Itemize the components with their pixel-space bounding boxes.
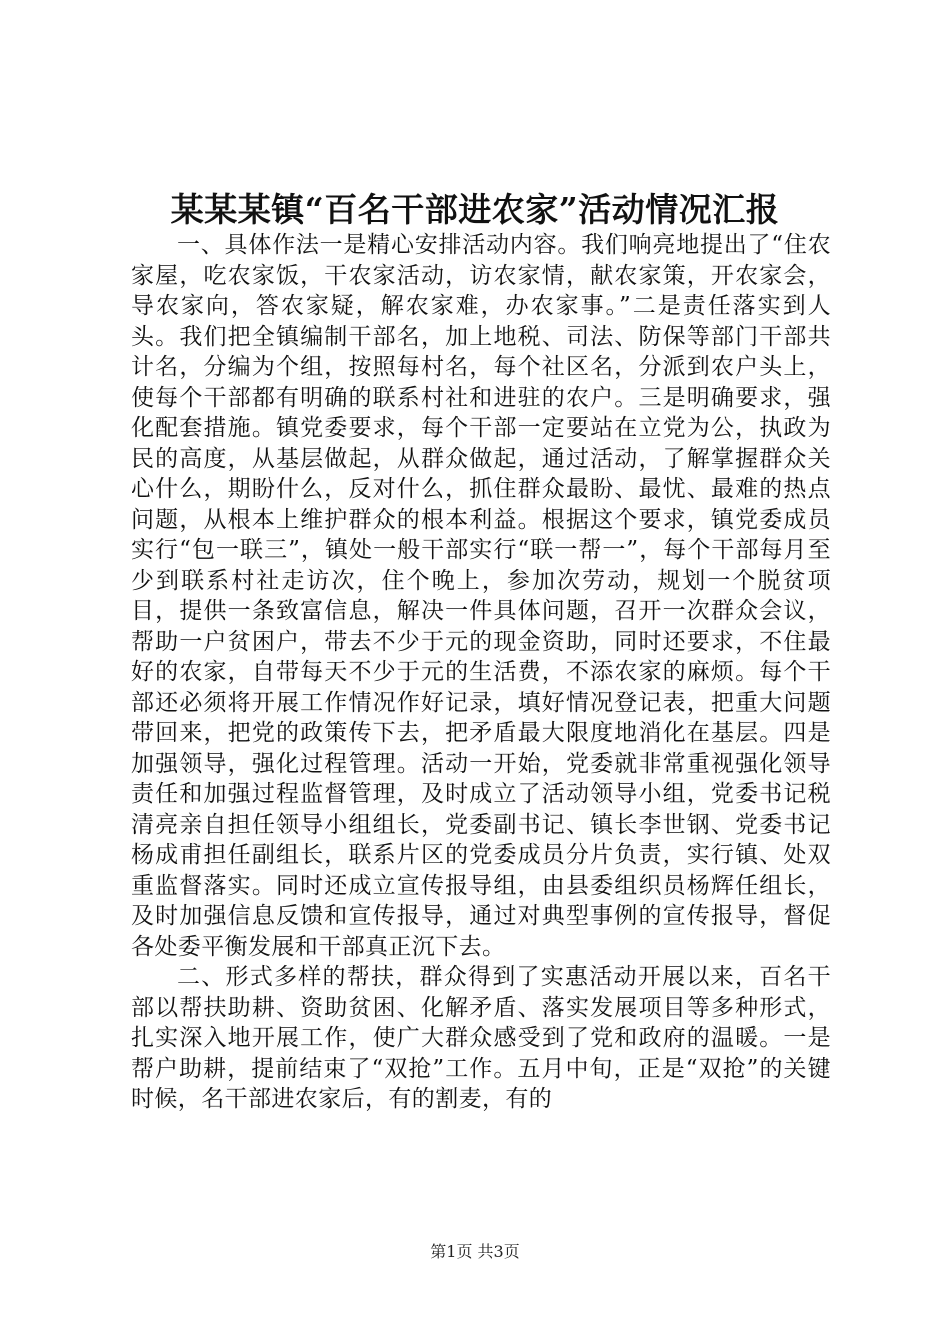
paragraph-2: 二、形式多样的帮扶，群众得到了实惠活动开展以来，百名干部以帮扶助耕、资助贫困、化解矛盾、落实发展项目等多种形式，扎实深入地开展工作，使广大群众感受到了党和政府的温暖。一是帮户助耕，提前结束了“双抢”工作。五月中旬，正是“双抢”的关键时候，名干部进农家后，有的割麦，有的 xyxy=(131,964,831,1112)
document-title: 某某某镇“百名干部进农家”活动情况汇报 xyxy=(170,190,780,229)
paragraph-1: 一、具体作法一是精心安排活动内容。我们响亮地提出了“住农家屋，吃农家饭，干农家活动，访农家情，献农家策，开农家会，导农家向，答农家疑，解农家难，办农家事。”二是责任落实到人头。我们把全镇编制干部名，加上地税、司法、防保等部门干部共计名，分编为个组，按照每村名，每个社区名，分派到农户头上，使每个干部都有明确的联系村社和进驻的农户。三是明确要求，强化配套措施。镇党委要求，每个干部一定要站在立党为公，执政为民的高度，从基层做起，从群众做起，通过活动，了解掌握群众关心什么，期盼什么，反对什么，抓住群众最盼、最忧、最难的热点问题，从根本上维护群众的根本利益。根据这个要求，镇党委成员实行“包一联三”，镇处一般干部实行“联一帮一”，每个干部每月至少到联系村社走访次，住个晚上，参加次劳动，规划一个脱贫项目，提供一条致富信息，解决一件具体问题，召开一次群众会议，帮助一户贫困户，带去不少于元的现金资助，同时还要求，不住最好的农家，自带每天不少于元的生活费，不添农家的麻烦。每个干部还必须将开展工作情况作好记录，填好情况登记表，把重大问题带回来，把党的政策传下去，把矛盾最大限度地消化在基层。四是加强领导，强化过程管理。活动一开始，党委就非常重视强化领导责任和加强过程监督管理，及时成立了活动领导小组，党委书记税清亮亲自担任领导小组组长，党委副书记、镇长李世钢、党委书记杨成甫担任副组长，联系片区的党委成员分片负责，实行镇、处双重监督落实。同时还成立宣传报导组，由县委组织员杨辉任组长，及时加强信息反馈和宣传报导，通过对典型事例的宣传报导，督促各处委平衡发展和干部真正沉下去。 xyxy=(131,232,831,960)
page-number-footer: 第1页 共3页 xyxy=(430,1242,520,1261)
document-body xyxy=(131,230,831,1115)
